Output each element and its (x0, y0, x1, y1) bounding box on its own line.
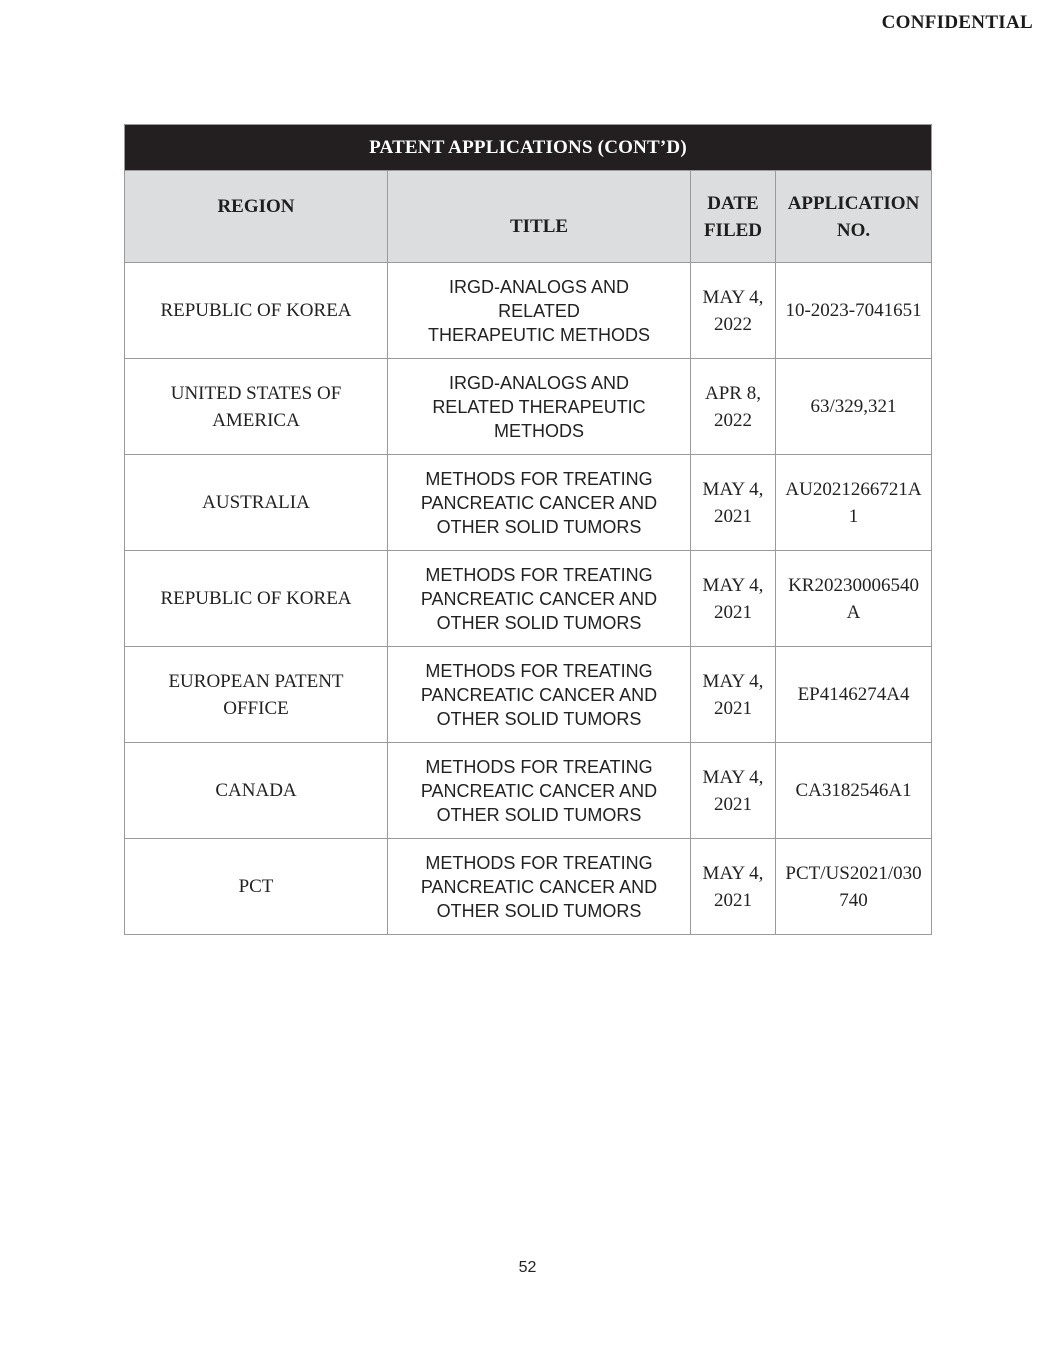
cell-date-filed-line: 2022 (714, 313, 752, 335)
cell-title (388, 743, 691, 839)
cell-region-line: REPUBLIC OF KOREA (160, 300, 352, 321)
cell-date-filed-line: 2021 (714, 505, 752, 527)
cell-title-line: PANCREATIC CANCER AND (420, 876, 658, 897)
cell-application-no-line: KR20230006540 (788, 574, 919, 596)
cell-date-filed-line: MAY 4, (702, 478, 764, 500)
cell-region-line: AMERICA (212, 409, 300, 431)
table-row (125, 359, 932, 455)
patent-applications-table (124, 124, 932, 935)
cell-region-line: AUSTRALIA (202, 492, 310, 513)
cell-title-line: METHODS FOR TREATING (425, 852, 653, 873)
cell-application-no (776, 647, 932, 743)
cell-date-filed-line: MAY 4, (702, 574, 764, 596)
cell-date-filed-line: 2021 (714, 697, 752, 719)
cell-title-line: METHODS FOR TREATING (425, 660, 653, 681)
appno-header-line: NO. (836, 219, 871, 241)
cell-date-filed (691, 839, 776, 935)
cell-date-filed-line: APR 8, (705, 382, 761, 404)
cell-title (388, 359, 691, 455)
cell-title-line: PANCREATIC CANCER AND (420, 492, 658, 513)
cell-region (125, 647, 388, 743)
cell-application-no-line: AU2021266721A (785, 478, 922, 500)
cell-application-no-line: EP4146274A4 (797, 684, 910, 705)
table-title: PATENT APPLICATIONS (CONT’D) (125, 125, 932, 171)
cell-title-line: PANCREATIC CANCER AND (420, 780, 658, 801)
cell-application-no-line: 1 (848, 505, 859, 527)
cell-title (388, 839, 691, 935)
table-row (125, 743, 932, 839)
cell-application-no (776, 839, 932, 935)
column-header-region: REGION (125, 171, 388, 263)
table-row (125, 647, 932, 743)
table-row (125, 455, 932, 551)
cell-title-line: OTHER SOLID TUMORS (436, 804, 642, 825)
cell-application-no-line: 10-2023-7041651 (785, 300, 922, 321)
table-row (125, 263, 932, 359)
cell-application-no (776, 743, 932, 839)
date-header-line: DATE (707, 192, 759, 214)
cell-title-line: OTHER SOLID TUMORS (436, 900, 642, 921)
cell-date-filed-line: 2022 (714, 409, 752, 431)
cell-date-filed-line: 2021 (714, 793, 752, 815)
cell-title-line: METHODS FOR TREATING (425, 468, 653, 489)
cell-application-no (776, 263, 932, 359)
cell-date-filed-line: 2021 (714, 889, 752, 911)
cell-region (125, 455, 388, 551)
column-header-row (125, 171, 932, 263)
appno-header-line: APPLICATION (787, 192, 920, 214)
cell-region-line: UNITED STATES OF (170, 382, 342, 404)
confidential-label: CONFIDENTIAL (881, 12, 1033, 33)
table-title-row (125, 125, 932, 171)
cell-date-filed-line: MAY 4, (702, 286, 764, 308)
table-row (125, 551, 932, 647)
cell-title (388, 647, 691, 743)
cell-title-line: IRGD-ANALOGS AND (448, 276, 630, 297)
cell-region (125, 551, 388, 647)
column-header-date-filed (691, 171, 776, 263)
cell-title (388, 455, 691, 551)
cell-title (388, 263, 691, 359)
cell-region-line: EUROPEAN PATENT (168, 670, 344, 692)
cell-title-line: METHODS FOR TREATING (425, 564, 653, 585)
cell-region (125, 839, 388, 935)
cell-application-no-line: 740 (839, 889, 868, 911)
table-row (125, 839, 932, 935)
page-number: 52 (518, 1259, 537, 1276)
cell-region (125, 359, 388, 455)
cell-date-filed (691, 743, 776, 839)
cell-date-filed (691, 455, 776, 551)
cell-application-no (776, 359, 932, 455)
cell-date-filed-line: MAY 4, (702, 766, 764, 788)
cell-region (125, 743, 388, 839)
cell-title-line: OTHER SOLID TUMORS (436, 708, 642, 729)
cell-application-no (776, 551, 932, 647)
cell-title-line: PANCREATIC CANCER AND (420, 588, 658, 609)
column-header-title: TITLE (388, 171, 691, 263)
cell-title-line: RELATED THERAPEUTIC (432, 396, 646, 417)
cell-application-no-line: 63/329,321 (810, 396, 897, 417)
cell-title-line: PANCREATIC CANCER AND (420, 684, 658, 705)
cell-date-filed (691, 647, 776, 743)
cell-application-no-line: CA3182546A1 (795, 780, 912, 801)
cell-region-line: CANADA (215, 780, 297, 801)
cell-date-filed (691, 263, 776, 359)
cell-title (388, 551, 691, 647)
cell-title-line: RELATED (498, 300, 580, 321)
cell-date-filed-line: MAY 4, (702, 670, 764, 692)
date-header-line: FILED (703, 219, 763, 241)
cell-region-line: REPUBLIC OF KOREA (160, 588, 352, 609)
cell-title-line: OTHER SOLID TUMORS (436, 516, 642, 537)
cell-region (125, 263, 388, 359)
cell-title-line: METHODS (494, 420, 584, 441)
cell-title-line: IRGD-ANALOGS AND (448, 372, 630, 393)
cell-title-line: THERAPEUTIC METHODS (427, 324, 650, 345)
cell-region-line: OFFICE (223, 697, 289, 719)
cell-region-line: PCT (238, 876, 274, 897)
cell-title-line: OTHER SOLID TUMORS (436, 612, 642, 633)
cell-date-filed-line: 2021 (714, 601, 752, 623)
cell-date-filed-line: MAY 4, (702, 862, 764, 884)
cell-application-no (776, 455, 932, 551)
cell-date-filed (691, 551, 776, 647)
cell-application-no-line: PCT/US2021/030 (785, 862, 922, 884)
table-body (125, 263, 932, 935)
column-header-application-no (776, 171, 932, 263)
cell-date-filed (691, 359, 776, 455)
cell-title-line: METHODS FOR TREATING (425, 756, 653, 777)
cell-application-no-line: A (846, 601, 861, 623)
